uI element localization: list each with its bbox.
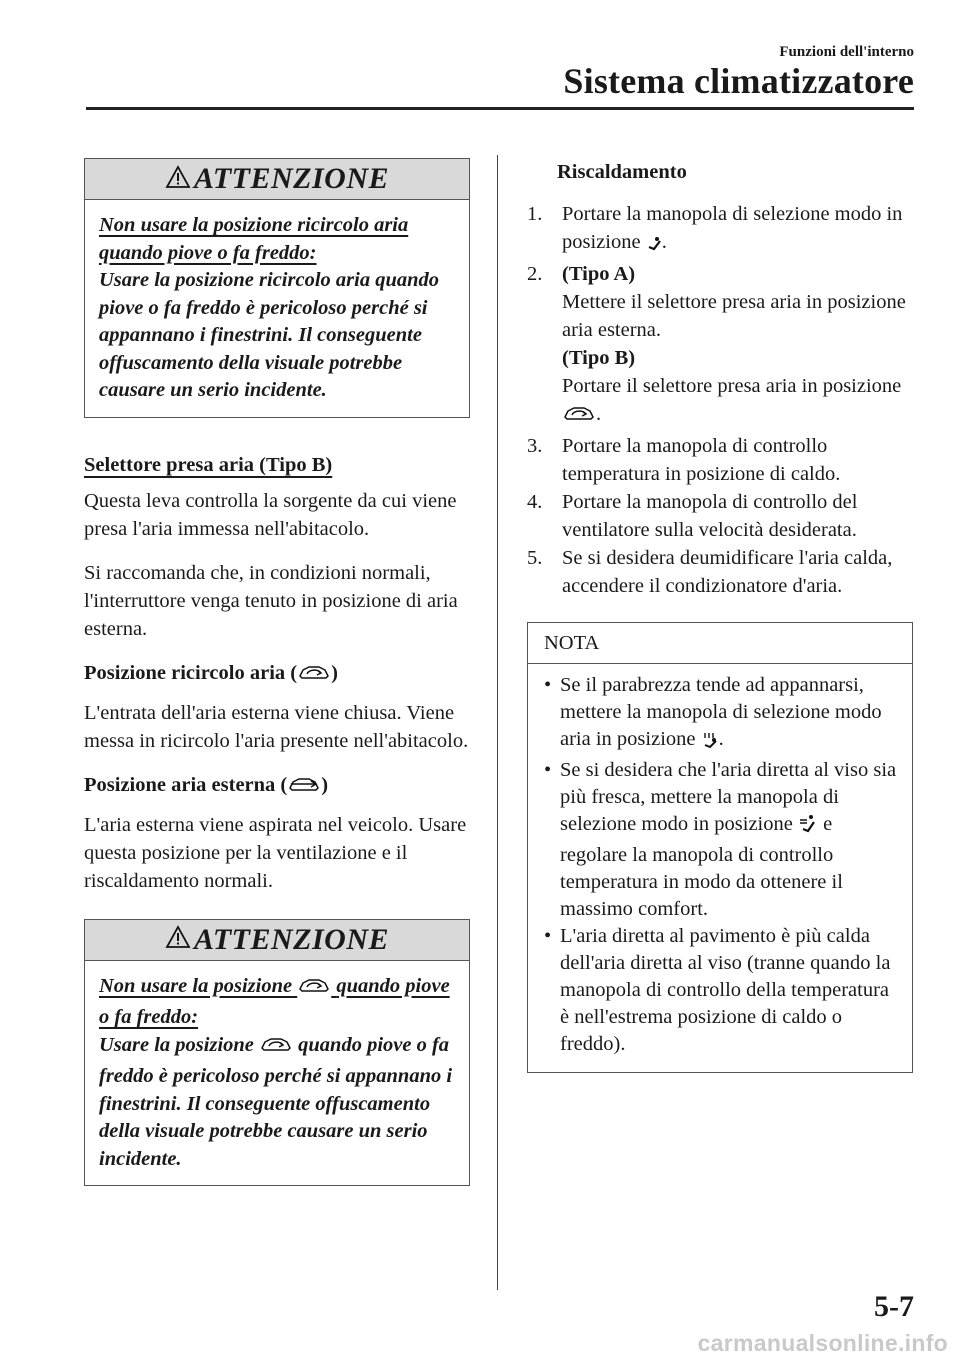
column-divider xyxy=(497,155,498,1290)
outside-air-text: L'aria esterna viene aspirata nel veicolo. Usare questa posizione per la ventilazione e il riscaldamento normali. xyxy=(84,813,467,892)
warning-text: Usare la posizione ricircolo aria quando piove o fa freddo è pericoloso perché si appannano i finestrini. Il conseguente offuscamento della visuale potrebbe causare un serio incidente. xyxy=(99,269,439,401)
list-item: 1. Portare la manopola di selezione modo in posizione . xyxy=(527,200,913,260)
watermark: carmanualsonline.info xyxy=(697,1330,948,1356)
header-rule xyxy=(86,107,914,110)
page-number: 5-7 xyxy=(874,1290,914,1323)
list-item: • L'aria diretta al pavimento è più calda dell'aria diretta al viso (tranne quando la manopola di controllo della temperatura è nell'estrema posizione di caldo o freddo). xyxy=(544,925,891,1055)
warning-header xyxy=(85,920,469,961)
recirculation-car-icon xyxy=(297,976,331,1005)
outside-air-car-icon xyxy=(287,775,321,803)
warning-body: Non usare la posizione quando piove o fa freddo: Usare la posizione quando piove o fa freddo è pericoloso perché si appannano i finestrini. Il conseguente offuscamento della visuale potrebbe causare un serio incidente. xyxy=(99,974,453,1170)
list-item: • Se il parabrezza tende ad appannarsi, mettere la manopola di selezione modo aria in posizione . xyxy=(540,672,900,757)
recirculation-car-icon xyxy=(297,663,331,691)
outside-air-heading: Posizione aria esterna ( ) xyxy=(84,771,470,803)
warning-title: ATTENZIONE xyxy=(193,922,390,956)
recirculation-car-icon xyxy=(259,1035,293,1064)
warning-title: ATTENZIONE xyxy=(193,162,390,195)
warning-lead: Non usare la posizione quando piove o fa freddo: xyxy=(99,974,450,1028)
nota-body xyxy=(528,664,912,1072)
heating-title: Riscaldamento xyxy=(557,161,687,183)
warning-triangle-icon xyxy=(165,165,194,194)
list-item: 4. Portare la manopola di controllo del ventilatore sulla velocità desiderata. xyxy=(527,491,858,541)
warning-box-2 xyxy=(84,919,470,1187)
heating-steps xyxy=(527,200,913,600)
warning-body xyxy=(85,200,469,417)
warning-lead: Non usare la posizione ricircolo aria quando piove o fa freddo: xyxy=(99,214,409,264)
warning-box-1 xyxy=(84,158,470,418)
intro-paragraph: Questa leva controlla la sorgente da cui viene presa l'aria immessa nell'abitacolo. xyxy=(84,489,457,540)
header-section: Funzioni dell'interno xyxy=(779,44,914,60)
recirc-text: L'entrata dell'aria esterna viene chiusa. Viene messa in ricircolo l'aria presente nell'abitacolo. xyxy=(84,701,469,752)
list-item: 3. Portare la manopola di controllo temperatura in posizione di caldo. xyxy=(527,435,841,485)
recommendation-paragraph: Si raccomanda che, in condizioni normali, l'interruttore venga tenuto in posizione di aria esterna. xyxy=(84,561,458,640)
bilevel-mode-icon xyxy=(798,814,818,842)
nota-box xyxy=(527,622,913,1073)
list-item: • Se si desidera che l'aria diretta al viso sia più fresca, mettere la manopola di selezione modo in posizione e regolare la manopola di controllo temperatura in modo da ottenere il massimo comfort. xyxy=(544,759,897,920)
floor-defrost-mode-icon xyxy=(701,730,719,757)
nota-header: NOTA xyxy=(528,623,912,664)
floor-mode-icon xyxy=(646,232,662,260)
section-heading: Selettore presa aria (Tipo B) xyxy=(84,453,333,476)
recirculation-car-icon xyxy=(562,404,596,432)
recirc-heading: Posizione ricircolo aria ( ) xyxy=(84,659,470,691)
warning-triangle-icon xyxy=(165,925,194,954)
warning-header xyxy=(85,159,469,200)
right-column xyxy=(527,158,913,1073)
list-item: 2. (Tipo A) Mettere il selettore presa aria in posizione aria esterna. (Tipo B) Portare il selettore presa aria in posizione . xyxy=(527,260,913,432)
page-title: Sistema climatizzatore xyxy=(563,61,914,101)
left-column xyxy=(84,158,470,1186)
list-item: 5. Se si desidera deumidificare l'aria calda, accendere il condizionatore d'aria. xyxy=(527,547,893,597)
